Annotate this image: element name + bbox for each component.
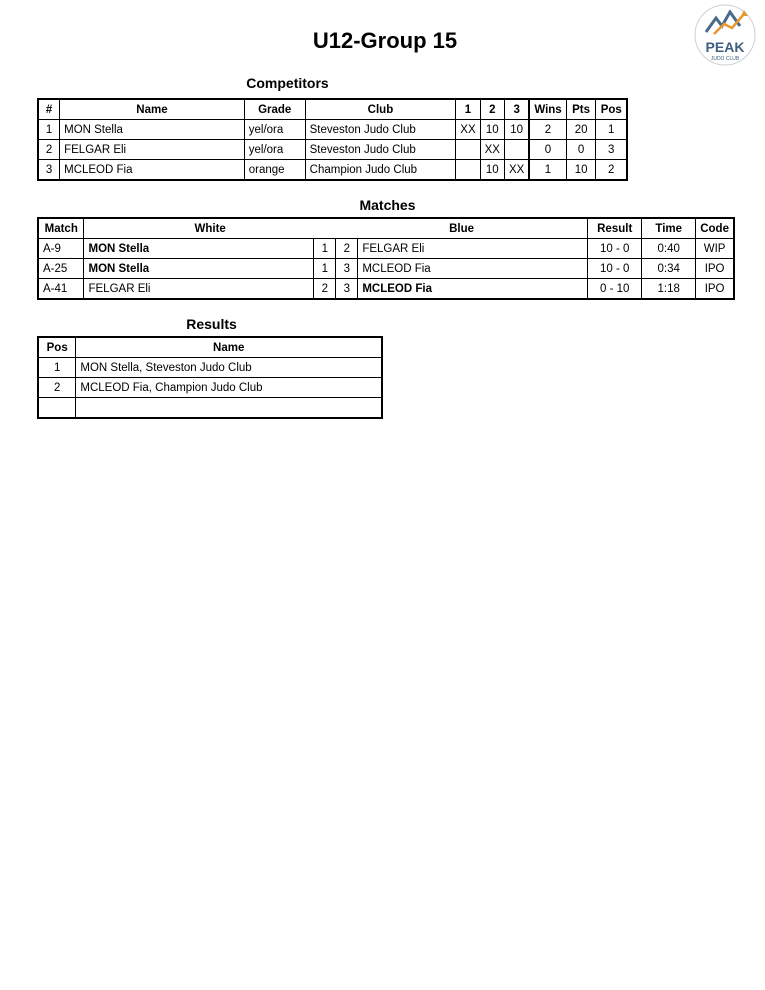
competitors-heading: Competitors — [246, 75, 329, 91]
cell: 20 — [566, 120, 596, 140]
matches-header-row — [38, 218, 734, 239]
cell — [456, 160, 480, 181]
col-header: 1 — [456, 99, 480, 120]
col-header: Match — [38, 218, 84, 239]
col-header: 3 — [504, 99, 529, 120]
page-title: U12-Group 15 — [312, 28, 458, 53]
col-header: Result — [588, 218, 642, 239]
table-row — [38, 398, 382, 419]
col-header: Club — [305, 99, 456, 120]
cell — [456, 140, 480, 160]
match-result: 10 - 0 — [588, 259, 642, 279]
cell: FELGAR Eli — [60, 140, 245, 160]
match-code: IPO — [696, 259, 734, 279]
cell: 1 — [596, 120, 627, 140]
table-row — [38, 140, 627, 160]
match-time: 1:18 — [642, 279, 696, 300]
blue-number: 2 — [336, 239, 358, 259]
cell: 1 — [529, 160, 566, 181]
col-header: Pos — [38, 337, 76, 358]
matches-table — [37, 217, 735, 300]
table-row — [38, 279, 734, 300]
cell: XX — [480, 140, 504, 160]
match-time: 0:40 — [642, 239, 696, 259]
table-row — [38, 239, 734, 259]
cell: Champion Judo Club — [305, 160, 456, 181]
cell: 10 — [504, 120, 529, 140]
col-header: Wins — [529, 99, 566, 120]
competitors-table — [37, 98, 628, 181]
cell: 10 — [480, 160, 504, 181]
cell: 2 — [596, 160, 627, 181]
cell: MCLEOD Fia — [60, 160, 245, 181]
results-header-row — [38, 337, 382, 358]
results-heading: Results — [186, 316, 237, 332]
col-header: Pts — [566, 99, 596, 120]
result-pos: 2 — [38, 378, 76, 398]
results-table — [37, 336, 383, 419]
match-code: IPO — [696, 279, 734, 300]
result-pos: 1 — [38, 358, 76, 378]
competitors-header-row — [38, 99, 627, 120]
blue-number: 3 — [336, 279, 358, 300]
white-competitor: FELGAR Eli — [84, 279, 314, 300]
cell: 0 — [566, 140, 596, 160]
white-number: 1 — [314, 259, 336, 279]
cell: Steveston Judo Club — [305, 120, 456, 140]
blue-competitor: MCLEOD Fia — [358, 259, 588, 279]
col-header: Pos — [596, 99, 627, 120]
cell: XX — [504, 160, 529, 181]
table-row — [38, 160, 627, 181]
col-header: Name — [76, 337, 382, 358]
match-result: 10 - 0 — [588, 239, 642, 259]
blue-number: 3 — [336, 259, 358, 279]
cell: orange — [244, 160, 305, 181]
matches-heading: Matches — [359, 197, 416, 213]
match-id: A-25 — [38, 259, 84, 279]
cell: Steveston Judo Club — [305, 140, 456, 160]
white-competitor: MON Stella — [84, 239, 314, 259]
cell: 3 — [38, 160, 60, 181]
match-result: 0 - 10 — [588, 279, 642, 300]
match-id: A-41 — [38, 279, 84, 300]
white-number: 2 — [314, 279, 336, 300]
cell: yel/ora — [244, 140, 305, 160]
table-row — [38, 120, 627, 140]
cell: yel/ora — [244, 120, 305, 140]
logo-text: PEAK — [705, 39, 745, 55]
white-number: 1 — [314, 239, 336, 259]
cell: 0 — [529, 140, 566, 160]
cell: MON Stella — [60, 120, 245, 140]
result-name: MON Stella, Steveston Judo Club — [76, 358, 382, 378]
result-name — [76, 398, 382, 419]
cell: XX — [456, 120, 480, 140]
match-time: 0:34 — [642, 259, 696, 279]
col-header: Name — [60, 99, 245, 120]
cell: 10 — [480, 120, 504, 140]
col-header: # — [38, 99, 60, 120]
col-header: Time — [642, 218, 696, 239]
blue-competitor: FELGAR Eli — [358, 239, 588, 259]
cell — [504, 140, 529, 160]
table-row — [38, 378, 382, 398]
result-name: MCLEOD Fia, Champion Judo Club — [76, 378, 382, 398]
col-header: Blue — [336, 218, 588, 239]
match-code: WIP — [696, 239, 734, 259]
cell: 10 — [566, 160, 596, 181]
result-pos — [38, 398, 76, 419]
cell: 1 — [38, 120, 60, 140]
peak-judo-club-logo — [694, 0, 756, 70]
cell: 2 — [529, 120, 566, 140]
cell: 3 — [596, 140, 627, 160]
white-competitor: MON Stella — [84, 259, 314, 279]
col-header: 2 — [480, 99, 504, 120]
col-header: White — [84, 218, 336, 239]
match-id: A-9 — [38, 239, 84, 259]
col-header: Code — [696, 218, 734, 239]
col-header: Grade — [244, 99, 305, 120]
cell: 2 — [38, 140, 60, 160]
logo-subtext: JUDO CLUB — [710, 56, 740, 62]
table-row — [38, 259, 734, 279]
table-row — [38, 358, 382, 378]
blue-competitor: MCLEOD Fia — [358, 279, 588, 300]
